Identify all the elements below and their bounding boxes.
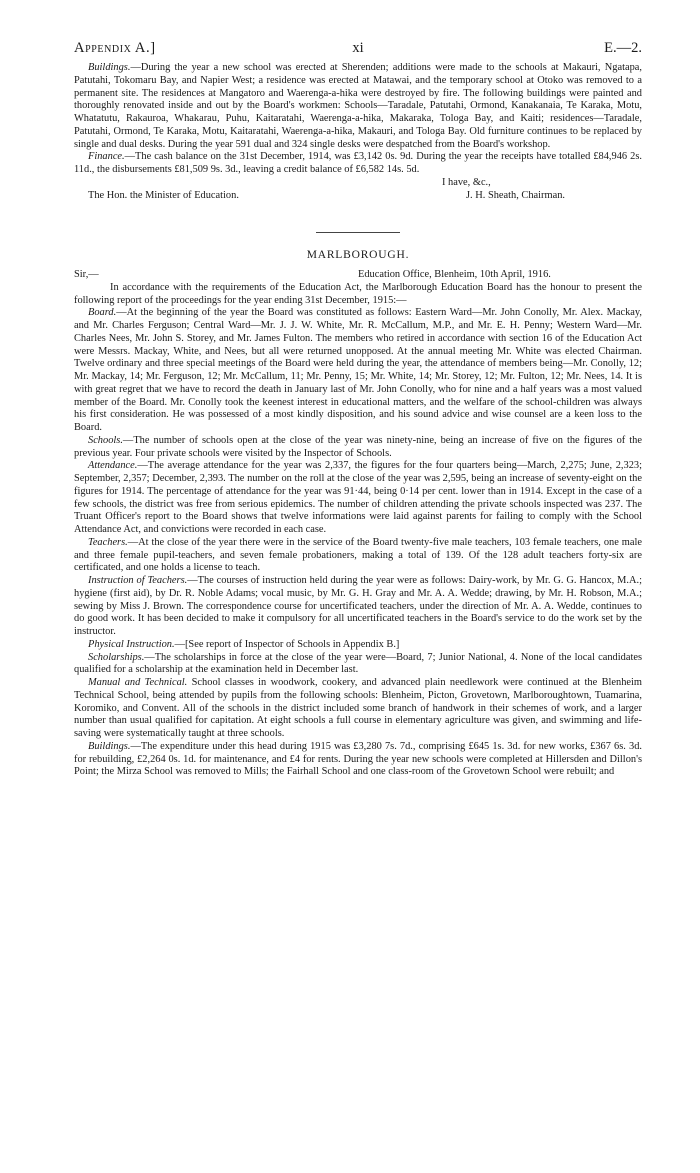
paragraph-list xyxy=(74,307,642,779)
previous-report-section xyxy=(74,62,642,177)
paragraph-text: —The courses of instruction held during the year were as follows: Dairy-work, by Mr. G. G. Hancox, M.A.; hygiene (first aid), by Dr. R. Noble Adams; vocal music, by Mr. G. H. Gray and Mr. A. A. Wedde; drawing, by Mr. H. Robson, M.A.; sewing by Miss J. Brown. The correspondence course for uncertificated teachers, under the direction of Mr. A. A. Wedde, continues to do good work. It has been decided to make it compulsory for all uncertificated teachers in the Board's service to do the work set by the instructor. xyxy=(74,575,642,637)
section-title: MARLBOROUGH. xyxy=(306,248,410,261)
paragraph-heading: Physical Instruction. xyxy=(88,638,175,650)
finance-paragraph xyxy=(74,151,642,177)
appendix-label: Appendix A.] xyxy=(74,40,156,56)
buildings-paragraph xyxy=(74,62,642,151)
paragraph-text: —At the beginning of the year the Board was constituted as follows: Eastern Ward—Mr. John Conolly, Mr. Alex. Mackay, and Mr. Charles Ferguson; Central Ward—Mr. J. J. W. White, Mr. R. McCallum, M.P., and Mr. E. H. Penny; Western Ward—Mr. Charles Nees, Mr. John S. Storey, and Mr. James Fulton. The members who retired in accordance with section 16 of the Education Act were Messrs. Mackay, White, and Nees, but all were returned unopposed. At the annual meeting Mr. White was elected Chairman. Twelve ordinary and three special meetings of the Board were held during the year, the attendance of members being—Mr. Conolly, 12; Mr. Mackay, 14; Mr. Ferguson, 12; Mr. McCallum, 11; Mr. Penny, 15; Mr. White, 14; Mr. Storey, 12; Mr. Fulton, 12; Mr. Nees, 14. It is with great regret that we have to record the death in January last of Mr. John Conolly, who for nine and a half years was a most valued member of the Board. Mr. Conolly took the keenest interest in educational matters, and the welfare of the school-children was always his first consideration. He was possessed of a most kindly disposition, and his sound advice and wise counsel are a keen loss to the Board. xyxy=(74,307,642,433)
report-paragraph xyxy=(74,537,642,575)
buildings-heading: Buildings. xyxy=(88,62,131,73)
paragraph-text: —[See report of Inspector of Schools in Appendix B.] xyxy=(174,638,400,650)
paragraph-heading: Manual and Technical. xyxy=(88,677,188,688)
report-paragraph xyxy=(74,677,642,741)
addressee: The Hon. the Minister of Education. xyxy=(88,189,239,201)
paragraph-text: —The average attendance for the year was 2,337, the figures for the four quarters being—March, 2,275; June, 2,323; September, 2,357; December, 2,393. The number on the roll at the close of the year was 2,595, being an increase of seventy-eight on the figures for 1914. The percentage of attendance for the year was 91·44, being 0·14 per cent. lower than in 1914. Except in the case of a few schools, the district was free from serious epidemics. The number of children attending the private schools inspected was 237. The Truant Officer's report to the Board shows that twelve informations were laid against parents for failing to comply with the School Attendance Act, and convictions were recorded in each case. xyxy=(74,460,642,535)
intro-paragraph: In accordance with the requirements of the Education Act, the Marlborough Education Board has the honour to present the following report of the proceedings for the year ending 31st December, 1915:— xyxy=(74,281,642,306)
closing-line xyxy=(74,177,642,190)
paragraph-text: —The scholarships in force at the close of the year were—Board, 7; Junior National, 4. None of the local candidates qualified for a scholarship at the examination held in December last. xyxy=(74,651,642,676)
report-paragraph xyxy=(74,460,642,537)
report-paragraph xyxy=(74,575,642,639)
page-number: xi xyxy=(352,40,364,56)
finance-heading: Finance. xyxy=(88,151,125,163)
paragraph-heading: Schools. xyxy=(88,434,123,446)
salutation: Sir,— xyxy=(74,268,99,280)
finance-text: —The cash balance on the 31st December, 1914, was £3,142 0s. 9d. During the year the receipts have totalled £84,946 2s. 11d., the disbursements £81,509 9s. 3d., leaving a credit balance of £6,582 14s. 5d. xyxy=(74,151,642,175)
signature-line xyxy=(74,190,642,203)
paragraph-heading: Teachers. xyxy=(88,536,128,548)
paragraph-heading: Attendance. xyxy=(88,460,138,472)
buildings-text: —During the year a new school was erected at Sherenden; additions were made to the schools at Makauri, Ngatapa, Patutahi, Tokomaru Bay, and Napier West; a residence was erected at Matawai, and the temporary school at Otoko was removed to a permanent site. The residences at Mangatoro and Waerenga-a-hika were destroyed by fire. The following buildings were painted and thoroughly renovated inside and out by the Board's workmen: Schools—Taradale, Patutahi, Ormond, Kanakanaia, Te Karaka, Motu, Whatatutu, Rakauroa, Whakarau, Puhu, Kaitaratahi, Waerenga-a-hika, Makaraka, Tologa Bay, and Kaiti; residences—Taradale, Patutahi, Ormond, Te Karaka, Motu, Kaitaratahi, Waerenga-a-hika, Makauri, and Tologa Bay. Old furniture continues to be replaced by single and dual desks. During the year 591 dual and 324 single desks were despatched from the Board's workshop. xyxy=(74,62,642,150)
report-paragraph xyxy=(74,435,642,461)
report-paragraph xyxy=(74,652,642,678)
paragraph-heading: Buildings. xyxy=(88,740,131,752)
signatory: J. H. Sheath, Chairman. xyxy=(466,189,565,201)
paragraph-heading: Instruction of Teachers. xyxy=(88,575,188,586)
section-divider xyxy=(316,232,400,233)
paragraph-text: —The number of schools open at the close of the year was ninety-nine, being an increase of five on the figures of the previous year. Four private schools were visited by the Inspector of Schools. xyxy=(74,434,642,459)
paragraph-heading: Scholarships. xyxy=(88,651,145,663)
marlborough-body xyxy=(74,282,642,779)
i-have: I have, &c., xyxy=(442,176,491,188)
page-header xyxy=(74,40,642,62)
paragraph-text: School classes in woodwork, cookery, and advanced plain needlework were continued at the Blenheim Technical School, being attended by pupils from the following schools: Blenheim, Picton, Grovetown, Marlboroughtown, Tuamarina, Koromiko, and Convent. All of the schools in the district included some branch of handwork in their schemes of work, and a larger number than usual qualified for capitation. At eight schools a full course in elementary agriculture was given, and swimming and life-saving were systematically taught at three schools. xyxy=(74,677,642,739)
paragraph-text: —The expenditure under this head during 1915 was £3,280 7s. 7d., comprising £645 1s. 3d. for new works, £367 6s. 3d. for rebuilding, £2,264 0s. 1d. for maintenance, and £4 for rents. During the year new schools were completed at Hillersden and Dillon's Point; the Mirza School was removed to Mills; the Fairhall School and one class-room of the Grovetown School were rebuilt; and xyxy=(74,740,642,778)
paragraph-heading: Board. xyxy=(88,307,117,319)
paragraph-text: —At the close of the year there were in the service of the Board twenty-five male teachers, 103 female teachers, one male and three female pupil-teachers, and seven female probationers, making a total of 139. Of the 128 adult teachers forty-six are certificated, and one holds a license to teach. xyxy=(74,536,642,574)
report-code: E.—2. xyxy=(604,40,642,56)
document-page xyxy=(74,40,642,779)
salutation-line xyxy=(74,269,642,282)
report-paragraph xyxy=(74,639,642,652)
report-paragraph xyxy=(74,741,642,779)
letter-address: Education Office, Blenheim, 10th April, 1916. xyxy=(358,268,551,280)
report-paragraph xyxy=(74,307,642,435)
